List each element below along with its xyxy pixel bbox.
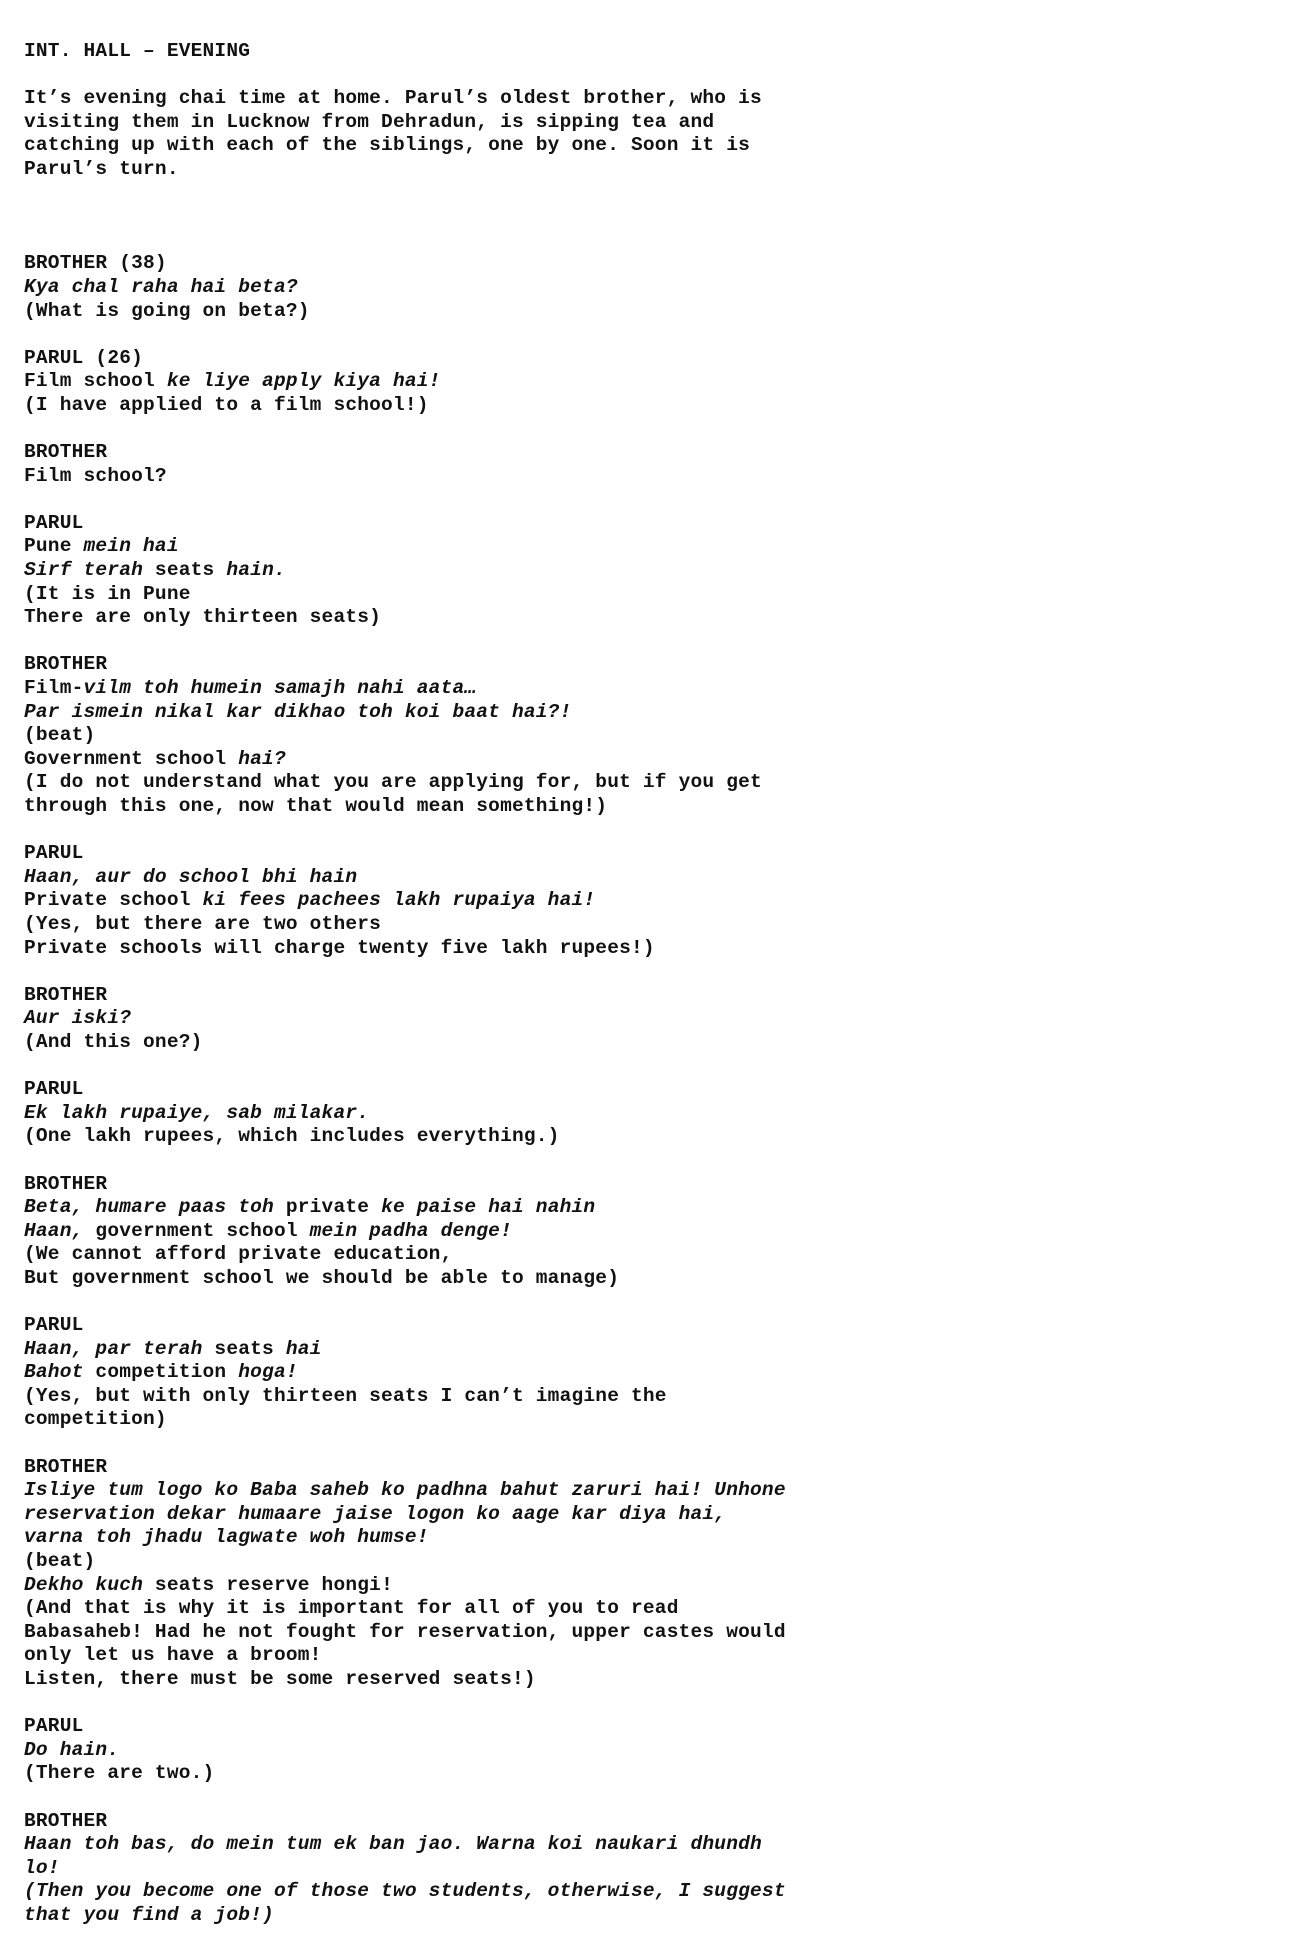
spacer bbox=[24, 1432, 1264, 1456]
dialogue-text: Film school? bbox=[24, 464, 167, 487]
hindi-dialogue-text: Dekho kuch bbox=[24, 1573, 144, 1596]
hindi-dialogue-text: Haan, bbox=[24, 1219, 84, 1242]
spacer bbox=[24, 960, 1264, 984]
dialogue-block bbox=[24, 1456, 1264, 1692]
scene-heading: INT. HALL – EVENING bbox=[24, 40, 251, 62]
action-line: Parul’s turn. bbox=[24, 157, 179, 180]
dialogue-block bbox=[24, 1810, 1264, 1928]
hindi-dialogue-text: Haan, aur do school bhi hain bbox=[24, 865, 358, 888]
dialogue-text: Government school bbox=[24, 747, 239, 770]
dialogue-line bbox=[24, 394, 1264, 418]
dialogue-block bbox=[24, 1715, 1264, 1786]
dialogue-line bbox=[24, 1102, 1264, 1126]
hindi-dialogue-text: hain. bbox=[226, 559, 286, 582]
dialogue-line bbox=[24, 1739, 1264, 1763]
dialogue-block bbox=[24, 347, 1264, 418]
dialogue-line bbox=[24, 1408, 1264, 1432]
hindi-dialogue-text: lo! bbox=[24, 1856, 60, 1879]
dialogue-text: government school bbox=[83, 1219, 310, 1242]
spacer bbox=[24, 418, 1264, 442]
dialogue-text: Film school bbox=[24, 370, 167, 393]
spacer bbox=[24, 229, 1264, 253]
dialogue-line bbox=[24, 1125, 1264, 1149]
dialogue-line bbox=[24, 1196, 1264, 1220]
dialogue-text: competition) bbox=[24, 1408, 167, 1431]
dialogue-line bbox=[24, 1762, 1264, 1786]
spacer bbox=[24, 1786, 1264, 1810]
dialogue-line bbox=[24, 1668, 1264, 1692]
dialogue-line bbox=[24, 1503, 1264, 1527]
hindi-dialogue-text: Ek lakh rupaiye, sab milakar. bbox=[24, 1101, 370, 1124]
dialogue-text: seats bbox=[202, 1337, 286, 1360]
dialogue-text: (We cannot afford private education, bbox=[24, 1243, 453, 1266]
dialogue-line bbox=[24, 913, 1264, 937]
character-name: BROTHER bbox=[24, 983, 108, 1006]
hindi-dialogue-text: Isliye tum logo ko Baba saheb ko padhna bahut zaruri hai! Unhone bbox=[24, 1479, 786, 1502]
hindi-dialogue-text: ke paise hai nahin bbox=[381, 1196, 596, 1219]
hindi-dialogue-text: ke liye apply kiya hai! bbox=[166, 370, 441, 393]
action-paragraph bbox=[24, 87, 1264, 181]
dialogue-text: There are only thirteen seats) bbox=[24, 606, 382, 629]
hindi-dialogue-text: hoga! bbox=[238, 1361, 298, 1384]
spacer bbox=[24, 1055, 1264, 1079]
dialogue-line bbox=[24, 748, 1264, 772]
dialogue-text: (Yes, but with only thirteen seats I can’t imagine the bbox=[24, 1384, 667, 1407]
dialogue-line bbox=[24, 1526, 1264, 1550]
dialogue-line bbox=[24, 866, 1264, 890]
dialogue-text: Pune bbox=[24, 535, 84, 558]
dialogue-line bbox=[24, 937, 1264, 961]
dialogue-text: Listen, there must be some reserved seats!) bbox=[24, 1667, 536, 1690]
dialogue-block bbox=[24, 512, 1264, 630]
character-name: BROTHER bbox=[24, 653, 108, 676]
dialogue-text: (And that is why it is important for all of you to read bbox=[24, 1597, 679, 1620]
dialogue-line bbox=[24, 300, 1264, 324]
hindi-dialogue-text: Do hain. bbox=[24, 1738, 120, 1761]
dialogue-text: (Yes, but there are two others bbox=[24, 912, 382, 935]
hindi-dialogue-text: reservation dekar humaare jaise logon ko aage kar diya hai, bbox=[24, 1502, 727, 1525]
dialogue-block bbox=[24, 1078, 1264, 1149]
dialogue-line bbox=[24, 583, 1264, 607]
dialogue-line bbox=[24, 1267, 1264, 1291]
hindi-dialogue-text: Kya chal raha hai beta? bbox=[24, 275, 298, 298]
dialogue-line bbox=[24, 771, 1264, 795]
dialogue-line bbox=[24, 795, 1264, 819]
dialogue-line bbox=[24, 1220, 1264, 1244]
spacer bbox=[24, 323, 1264, 347]
dialogue-line bbox=[24, 1880, 1264, 1904]
dialogue-line bbox=[24, 1833, 1264, 1857]
dialogue-text: Film- bbox=[24, 677, 84, 700]
hindi-dialogue-text: Haan, par terah bbox=[24, 1337, 203, 1360]
dialogue-line bbox=[24, 276, 1264, 300]
hindi-dialogue-text: hai bbox=[285, 1337, 322, 1360]
hindi-dialogue-text: mein padha denge! bbox=[309, 1219, 512, 1242]
hindi-dialogue-text: (Then you become one of those two students, otherwise, I suggest bbox=[24, 1880, 786, 1903]
dialogue-line bbox=[24, 1338, 1264, 1362]
dialogue-text: seats reserve hongi! bbox=[143, 1573, 393, 1596]
dialogue-text: (And this one?) bbox=[24, 1030, 203, 1053]
dialogue-line bbox=[24, 1644, 1264, 1668]
dialogue-text: (I do not understand what you are applying for, but if you get bbox=[24, 771, 762, 794]
spacer bbox=[24, 182, 1264, 229]
dialogue-text: (There are two.) bbox=[24, 1762, 215, 1785]
dialogue-line bbox=[24, 1904, 1264, 1928]
dialogue-block bbox=[24, 252, 1264, 323]
dialogue-line bbox=[24, 1361, 1264, 1385]
dialogue-line bbox=[24, 1031, 1264, 1055]
hindi-dialogue-text: ki fees pachees lakh rupaiya hai! bbox=[202, 889, 596, 912]
dialogue-line bbox=[24, 370, 1264, 394]
character-name: BROTHER bbox=[24, 1172, 108, 1195]
dialogue-text: Private schools will charge twenty five lakh rupees!) bbox=[24, 936, 655, 959]
dialogue-text: through this one, now that would mean something!) bbox=[24, 795, 608, 817]
spacer bbox=[24, 1149, 1264, 1173]
dialogue-block bbox=[24, 1173, 1264, 1291]
character-name: PARUL bbox=[24, 511, 84, 534]
dialogue-line bbox=[24, 677, 1264, 701]
dialogue-line bbox=[24, 535, 1264, 559]
action-line: catching up with each of the siblings, one by one. Soon it is bbox=[24, 134, 751, 157]
dialogue-line bbox=[24, 701, 1264, 725]
hindi-dialogue-text: Bahot bbox=[24, 1361, 84, 1384]
dialogue-line bbox=[24, 1385, 1264, 1409]
dialogue-line bbox=[24, 465, 1264, 489]
dialogue-line bbox=[24, 1574, 1264, 1598]
character-name: PARUL bbox=[24, 1314, 84, 1337]
hindi-dialogue-text: mein hai bbox=[83, 535, 179, 558]
hindi-dialogue-text: Aur iski? bbox=[24, 1007, 132, 1030]
hindi-dialogue-text: that you find a job!) bbox=[24, 1903, 274, 1926]
dialogue-line bbox=[24, 1479, 1264, 1503]
dialogue-line bbox=[24, 1621, 1264, 1645]
dialogue-line bbox=[24, 559, 1264, 583]
dialogue-text: (It is in Pune bbox=[24, 582, 191, 605]
hindi-dialogue-text: Par ismein nikal kar dikhao toh koi baat hai?! bbox=[24, 700, 572, 723]
dialogue-line bbox=[24, 1857, 1264, 1881]
character-name: BROTHER bbox=[24, 1809, 108, 1832]
dialogue-line bbox=[24, 1550, 1264, 1574]
spacer bbox=[24, 64, 1264, 88]
spacer bbox=[24, 819, 1264, 843]
dialogue-block bbox=[24, 984, 1264, 1055]
spacer bbox=[24, 1290, 1264, 1314]
dialogue-line bbox=[24, 1597, 1264, 1621]
hindi-dialogue-text: Haan toh bas, do mein tum ek ban jao. Warna koi naukari dhundh bbox=[24, 1833, 762, 1856]
dialogue-line bbox=[24, 1243, 1264, 1267]
dialogue-text: (beat) bbox=[24, 1550, 96, 1572]
hindi-dialogue-text: hai? bbox=[238, 747, 286, 770]
dialogue-text: only let us have a broom! bbox=[24, 1644, 322, 1667]
dialogue-line bbox=[24, 724, 1264, 748]
dialogue-text: Private school bbox=[24, 889, 203, 912]
dialogue-section bbox=[24, 252, 1264, 1927]
dialogue-block bbox=[24, 1314, 1264, 1432]
hindi-dialogue-text: Sirf terah bbox=[24, 559, 144, 582]
dialogue-block bbox=[24, 653, 1264, 818]
spacer bbox=[24, 630, 1264, 654]
dialogue-line bbox=[24, 606, 1264, 630]
dialogue-text: (I have applied to a film school!) bbox=[24, 393, 429, 416]
dialogue-text: (One lakh rupees, which includes everything.) bbox=[24, 1125, 560, 1148]
spacer bbox=[24, 488, 1264, 512]
character-name: BROTHER bbox=[24, 441, 108, 464]
dialogue-line bbox=[24, 889, 1264, 913]
character-name: BROTHER bbox=[24, 1455, 108, 1478]
dialogue-block bbox=[24, 441, 1264, 488]
character-name: PARUL bbox=[24, 842, 84, 865]
character-name: PARUL bbox=[24, 1715, 84, 1738]
dialogue-line bbox=[24, 1007, 1264, 1031]
dialogue-text: But government school we should be able to manage) bbox=[24, 1266, 620, 1289]
character-name: BROTHER (38) bbox=[24, 252, 167, 275]
hindi-dialogue-text: varna toh jhadu lagwate woh humse! bbox=[24, 1526, 429, 1549]
dialogue-text: competition bbox=[83, 1361, 239, 1384]
hindi-dialogue-text: Beta, humare paas toh bbox=[24, 1196, 274, 1219]
dialogue-block bbox=[24, 842, 1264, 960]
spacer bbox=[24, 1692, 1264, 1716]
character-name: PARUL bbox=[24, 1078, 84, 1101]
screenplay-page bbox=[24, 40, 1264, 1928]
dialogue-text: (beat) bbox=[24, 724, 96, 747]
hindi-dialogue-text: vilm toh humein samajh nahi aata… bbox=[83, 677, 477, 700]
character-name: PARUL (26) bbox=[24, 346, 144, 369]
dialogue-text: Babasaheb! Had he not fought for reservation, upper castes would bbox=[24, 1620, 786, 1643]
dialogue-text: (What is going on beta?) bbox=[24, 299, 310, 322]
action-line: visiting them in Lucknow from Dehradun, is sipping tea and bbox=[24, 110, 715, 133]
dialogue-text: seats bbox=[143, 559, 227, 582]
dialogue-text: private bbox=[273, 1196, 382, 1219]
action-line: It’s evening chai time at home. Parul’s oldest brother, who is bbox=[24, 87, 762, 110]
